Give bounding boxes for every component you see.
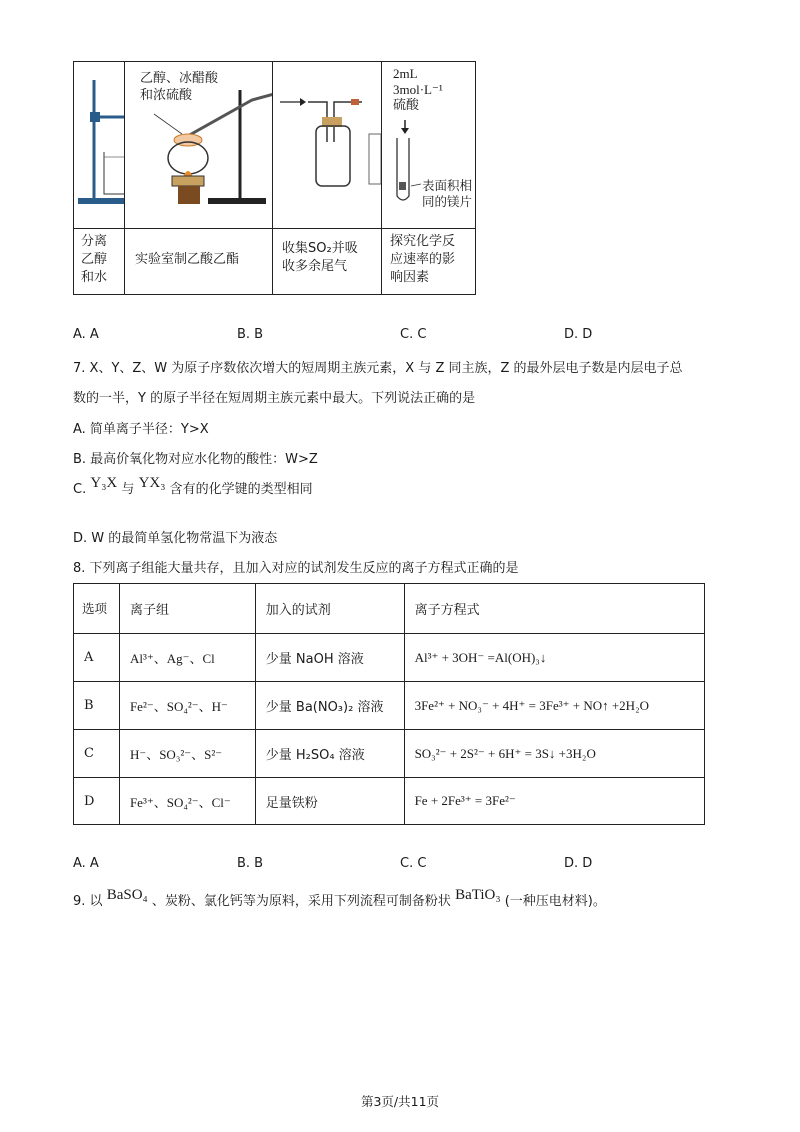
caption-d: 响因素 (390, 270, 430, 285)
ester-preparation-illustration (124, 62, 272, 228)
table-row (74, 730, 705, 778)
caption-a: 乙醇 (81, 252, 108, 267)
row-ions: Al³⁺、Ag⁻、Cl (119, 634, 255, 682)
row-ions: H⁻、SO₃²⁻、S²⁻ (119, 730, 255, 778)
question-text: (一种压电材料)。 (504, 894, 606, 909)
header-equation: 离子方程式 (404, 584, 704, 634)
row-equation: SO₃²⁻ + 2S²⁻ + 6H⁺ = 3S↓ +3H₂O (404, 730, 704, 778)
q7-option-c[interactable] (73, 475, 313, 498)
acid-concentration-label: 3mol·L⁻¹ (393, 82, 443, 97)
choice-a[interactable]: A. A (73, 856, 99, 871)
option-text: 含有的化学键的类型相同 (169, 482, 313, 497)
distillation-apparatus-illustration (74, 62, 124, 228)
acid-name-label: 硫酸 (393, 98, 420, 113)
table-divider (74, 228, 475, 229)
question-9-stem (73, 887, 606, 910)
q7-option-b[interactable]: B. 最高价氧化物对应水化物的酸性：W>Z (73, 452, 318, 467)
row-reagent: 足量铁粉 (255, 778, 404, 825)
connector-text: 与 (121, 482, 135, 497)
page-footer: 第3页/共11页 (360, 1094, 440, 1109)
choice-c[interactable]: C. C (400, 327, 427, 342)
row-option: D (74, 778, 120, 825)
apparatus-table (73, 61, 476, 295)
table-row (74, 634, 705, 682)
metal-label: 同的镁片 (422, 194, 473, 209)
caption-b: 实验室制乙酸乙酯 (135, 252, 240, 267)
choice-b[interactable]: B. B (237, 856, 264, 871)
row-option: A (74, 634, 120, 682)
reagent-label: 乙醇、冰醋酸 (140, 71, 219, 86)
formula: YX₃ (138, 475, 166, 491)
header-ions: 离子组 (119, 584, 255, 634)
table-row (74, 682, 705, 730)
row-equation: Fe + 2Fe³⁺ = 3Fe²⁻ (404, 778, 704, 825)
caption-d: 应速率的影 (390, 252, 456, 267)
formula: BaTiO₃ (455, 887, 501, 903)
choice-b[interactable]: B. B (237, 327, 264, 342)
question-text: 、炭粉、氯化钙等为原料，采用下列流程可制备粉状 (151, 894, 451, 909)
choice-d[interactable]: D. D (564, 327, 593, 342)
question-8-stem: 8. 下列离子组能大量共存，且加入对应的试剂发生反应的离子方程式正确的是 (73, 561, 519, 576)
question-7-stem: 数的一半，Y 的原子半径在短周期主族元素中最大。下列说法正确的是 (73, 391, 476, 406)
header-option: 选项 (74, 584, 120, 634)
caption-d: 探究化学反 (390, 234, 456, 249)
row-reagent: 少量 Ba(NO₃)₂ 溶液 (255, 682, 404, 730)
metal-label: 表面积相 (422, 178, 473, 193)
gas-collection-illustration (272, 62, 381, 228)
choice-c[interactable]: C. C (400, 856, 427, 871)
caption-a: 分离 (81, 234, 108, 249)
reagent-label: 和浓硫酸 (140, 88, 193, 103)
row-reagent: 少量 NaOH 溶液 (255, 634, 404, 682)
choice-a[interactable]: A. A (73, 327, 99, 342)
q7-option-a[interactable]: A. 简单离子半径：Y>X (73, 422, 209, 437)
acid-volume-label: 2mL (393, 66, 418, 81)
caption-c: 收集SO₂并吸 (282, 241, 358, 256)
table-row (74, 778, 705, 825)
caption-c: 收多余尾气 (282, 259, 348, 274)
question-number: 9. 以 (73, 894, 103, 909)
row-equation: Al³⁺ + 3OH⁻ =Al(OH)₃↓ (404, 634, 704, 682)
row-ions: Fe³⁺、SO₄²⁻、Cl⁻ (119, 778, 255, 825)
q7-option-d[interactable]: D. W 的最简单氢化物常温下为液态 (73, 531, 278, 546)
row-ions: Fe²⁻、SO₄²⁻、H⁻ (119, 682, 255, 730)
choice-d[interactable]: D. D (564, 856, 593, 871)
option-letter: C. (73, 482, 87, 497)
ion-table (73, 583, 705, 825)
row-reagent: 少量 H₂SO₄ 溶液 (255, 730, 404, 778)
question-7-stem: 7. X、Y、Z、W 为原子序数依次增大的短周期主族元素，X 与 Z 同主族，Z 的最外层电子数是内层电子总 (73, 361, 683, 376)
header-reagent: 加入的试剂 (255, 584, 404, 634)
formula: BaSO₄ (106, 887, 148, 903)
row-equation: 3Fe²⁺ + NO₃⁻ + 4H⁺ = 3Fe³⁺ + NO↑ +2H₂O (404, 682, 704, 730)
row-option: C (74, 730, 120, 778)
caption-a: 和水 (81, 270, 108, 285)
formula: Y₃X (90, 475, 118, 491)
row-option: B (74, 682, 120, 730)
